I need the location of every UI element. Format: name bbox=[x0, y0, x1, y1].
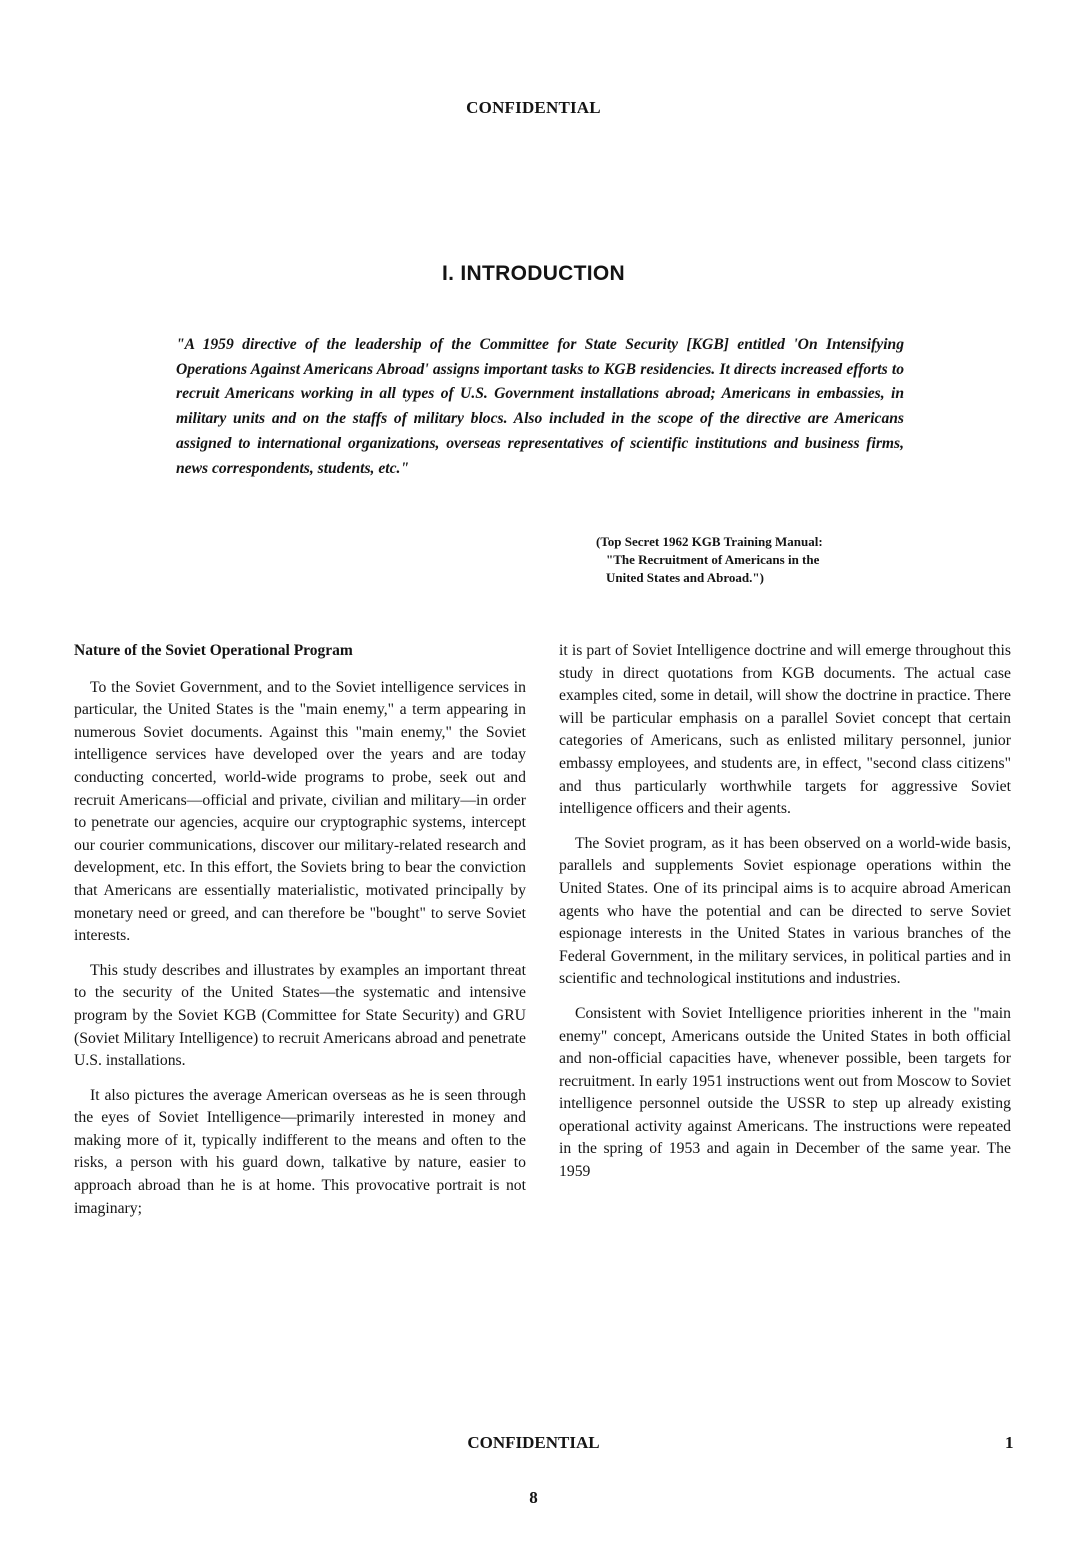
page-number: 1 bbox=[1005, 1433, 1014, 1452]
section-title: I. INTRODUCTION bbox=[442, 262, 625, 285]
paragraph: it is part of Soviet Intelligence doctrine and will emerge throughout this study in direct quotations from KGB documents. The actual case examples cited, some in detail, will show the doctrine in practice. There will be particular emphasis on a parallel Soviet concept that certain categories of Americans, such as enlisted military personnel, junior embassy employees, and students are, in effect, "second class citizens" and thus particularly worthwhile targets for aggressive Soviet intelligence officers and their agents. bbox=[559, 642, 1011, 818]
paragraph: Consistent with Soviet Intelligence priorities inherent in the "main enemy" concept, Americans outside the United States in both official and non-official capacities have, whenever possible, been targets for recruitment. In early 1951 instructions went out from Moscow to Soviet intelligence personnel outside the USSR to step up already existing operational activity against Americans. The instructions were repeated in the spring of 1953 and again in December of the same year. The 1959 bbox=[559, 1004, 1011, 1181]
right-column bbox=[559, 640, 1011, 1196]
subheading: Nature of the Soviet Operational Program bbox=[74, 642, 353, 659]
classification-footer: CONFIDENTIAL bbox=[467, 1433, 600, 1452]
folio-number: 8 bbox=[529, 1488, 538, 1507]
paragraph: It also pictures the average American overseas as he is seen through the eyes of Soviet Intelligence—primarily interested in money and making more of it, typically indifferent to the means and often to the risks, a person with his guard down, talkative by nature, easier to approach abroad than he is at home. This provocative portrait is not imaginary; bbox=[74, 1086, 526, 1217]
citation-line: United States and Abroad.") bbox=[606, 570, 764, 585]
epigraph-citation bbox=[596, 533, 926, 587]
paragraph: To the Soviet Government, and to the Soviet intelligence services in particular, the United States is the "main enemy," a term appearing in numerous Soviet documents. Against this "main enemy," the Soviet intelligence services have developed over the years and are today conducting concerted, world-wide programs to probe, seek out and recruit Americans—official and private, civilian and military—in order to penetrate our agencies, acquire our cryptographic systems, intercept our courier communications, discover our military-related research and development, etc. In this effort, the Soviets bring to bear the conviction that Americans are essentially materialistic, motivated principally by monetary need or greed, and can therefore be "bought" to serve Soviet interests. bbox=[74, 678, 526, 945]
citation-line: (Top Secret 1962 KGB Training Manual: bbox=[596, 534, 823, 549]
paragraph: This study describes and illustrates by examples an important threat to the security of the United States—the systematic and intensive program by the Soviet KGB (Committee for State Security) and GRU (Soviet Military Intelligence) to recruit Americans abroad and penetrate U.S. installations. bbox=[74, 961, 526, 1070]
paragraph: The Soviet program, as it has been observed on a world-wide basis, parallels and supplements Soviet espionage operations within the United States. One of its principal aims is to acquire abroad American agents who have the potential and can be directed to serve Soviet espionage interests in the United States in various branches of the Federal Government, in the military services, in political parties and in scientific and technological institutions and industries. bbox=[559, 834, 1011, 988]
left-column bbox=[74, 640, 526, 1232]
epigraph-quote: "A 1959 directive of the leadership of the Committee for State Security [KGB] entitled 'On Intensifying Operations Against Americans Abroad' assigns important tasks to KGB residencies. It directs increased efforts to recruit Americans working in all types of U.S. Government installations abroad; Americans in embassies, in military units and on the staffs of military blocs. Also included in the scope of the directive are Americans assigned to international organizations, overseas representatives of scientific institutions and business firms, news correspondents, students, etc." bbox=[176, 336, 904, 477]
classification-header: CONFIDENTIAL bbox=[466, 98, 601, 117]
citation-line: "The Recruitment of Americans in the bbox=[606, 552, 820, 567]
